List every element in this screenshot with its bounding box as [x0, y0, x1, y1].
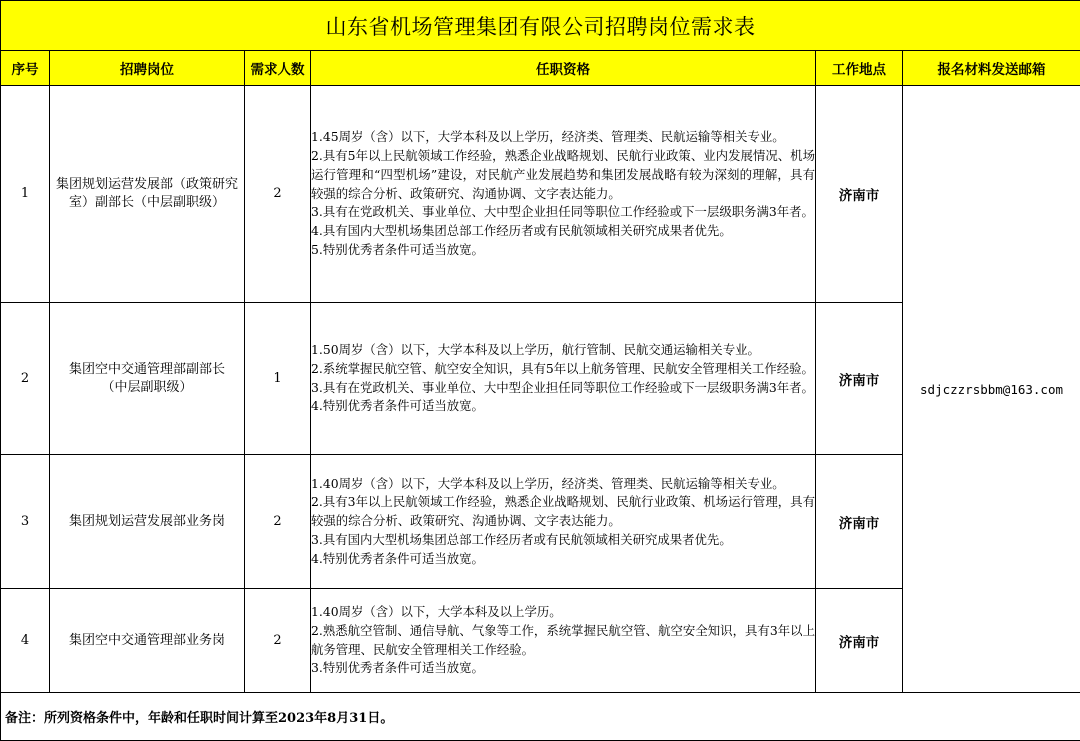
requirement-item: 4.具有国内大型机场集团总部工作经历者或有民航领域相关研究成果者优先。: [311, 222, 815, 241]
position-name: 集团空中交通管理部副部长（中层副职级）: [50, 303, 245, 455]
application-email[interactable]: sdjczzrsbbm@163.com: [903, 86, 1080, 693]
requirements-cell: [311, 303, 816, 455]
requirement-item: 3.具有国内大型机场集团总部工作经历者或有民航领域相关研究成果者优先。: [311, 531, 815, 550]
row-number: 4: [1, 589, 50, 693]
row-number: 3: [1, 455, 50, 589]
requirement-item: 5.特别优秀者条件可适当放宽。: [311, 241, 815, 260]
table-title: 山东省机场管理集团有限公司招聘岗位需求表: [1, 1, 1080, 51]
requirement-item: 3.特别优秀者条件可适当放宽。: [311, 659, 815, 678]
requirement-item: 4.特别优秀者条件可适当放宽。: [311, 397, 815, 416]
requirement-item: 3.具有在党政机关、事业单位、大中型企业担任同等职位工作经验或下一层级职务满3年者。: [311, 203, 815, 222]
title-row: [1, 1, 1080, 51]
requirement-item: 2.系统掌握民航空管、航空安全知识，具有5年以上航务管理、民航安全管理相关工作经验。: [311, 360, 815, 379]
requirement-item: 2.具有5年以上民航领域工作经验，熟悉企业战略规划、民航行业政策、业内发展情况、机场运行管理和“四型机场”建设，对民航产业发展趋势和集团发展战略有较为深刻的理解，具有较强的综合分析、政策研究、沟通协调、文字表达能力。: [311, 147, 815, 203]
requirement-item: 1.50周岁（含）以下，大学本科及以上学历，航行管制、民航交通运输相关专业。: [311, 341, 815, 360]
table-row: [1, 86, 1080, 303]
requirements-cell: [311, 86, 816, 303]
work-location: 济南市: [816, 303, 903, 455]
requirement-item: 2.熟悉航空管制、通信导航、气象等工作，系统掌握民航空管、航空安全知识，具有3年以上航务管理、民航安全管理相关工作经验。: [311, 622, 815, 660]
requirement-item: 2.具有3年以上民航领域工作经验，熟悉企业战略规划、民航行业政策、机场运行管理，具有较强的综合分析、政策研究、沟通协调、文字表达能力。: [311, 493, 815, 531]
position-name: 集团空中交通管理部业务岗: [50, 589, 245, 693]
headcount: 2: [245, 589, 311, 693]
header-email: 报名材料发送邮箱: [903, 51, 1080, 86]
header-no: 序号: [1, 51, 50, 86]
remarks-note: 备注：所列资格条件中，年龄和任职时间计算至2023年8月31日。: [1, 693, 1080, 741]
requirement-item: 3.具有在党政机关、事业单位、大中型企业担任同等职位工作经验或下一层级职务满3年者。: [311, 379, 815, 398]
requirement-item: 1.40周岁（含）以下，大学本科及以上学历。: [311, 603, 815, 622]
requirement-item: 1.45周岁（含）以下，大学本科及以上学历，经济类、管理类、民航运输等相关专业。: [311, 128, 815, 147]
row-number: 2: [1, 303, 50, 455]
requirement-item: 1.40周岁（含）以下，大学本科及以上学历，经济类、管理类、民航运输等相关专业。: [311, 475, 815, 494]
header-count: 需求人数: [245, 51, 311, 86]
note-row: [1, 693, 1080, 741]
row-number: 1: [1, 86, 50, 303]
requirement-item: 4.特别优秀者条件可适当放宽。: [311, 550, 815, 569]
requirements-cell: [311, 589, 816, 693]
header-requirements: 任职资格: [311, 51, 816, 86]
header-location: 工作地点: [816, 51, 903, 86]
work-location: 济南市: [816, 86, 903, 303]
headcount: 2: [245, 455, 311, 589]
headcount: 2: [245, 86, 311, 303]
position-name: 集团规划运营发展部业务岗: [50, 455, 245, 589]
work-location: 济南市: [816, 455, 903, 589]
header-row: [1, 51, 1080, 86]
headcount: 1: [245, 303, 311, 455]
work-location: 济南市: [816, 589, 903, 693]
requirements-cell: [311, 455, 816, 589]
position-name: 集团规划运营发展部（政策研究室）副部长（中层副职级）: [50, 86, 245, 303]
header-position: 招聘岗位: [50, 51, 245, 86]
